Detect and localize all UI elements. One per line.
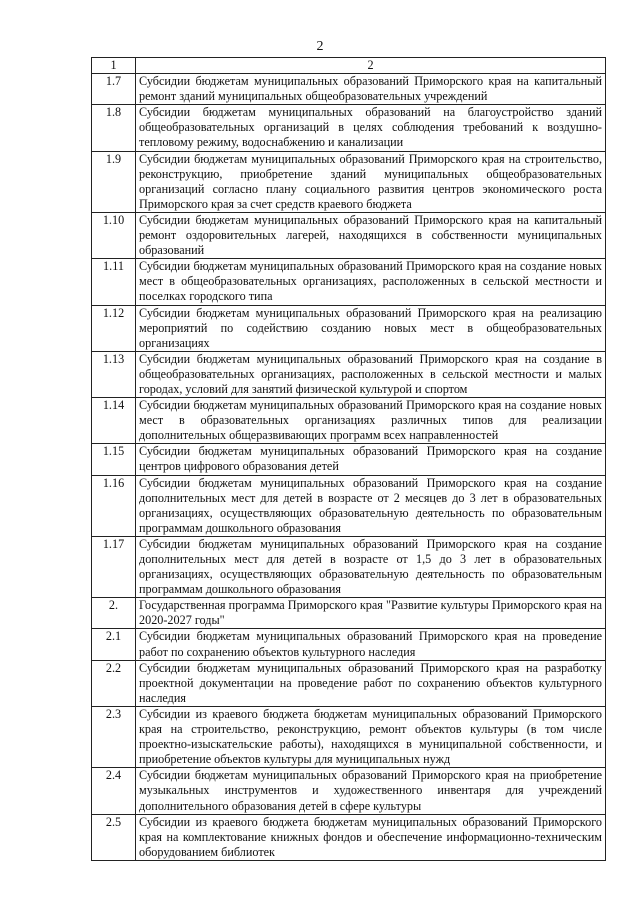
row-text: Субсидии бюджетам муниципальных образований Приморского края на создание дополнительных мест для детей в возрасте от 1,5 до 3 лет в образовательных организациях, осуществляющих образовательную деятельность по образовательным программам дошкольного образования [136,536,606,597]
table-row [92,536,606,597]
table-row [92,151,606,212]
table-row [92,660,606,706]
column-header-2: 2 [136,58,606,74]
row-text: Субсидии бюджетам муниципальных образований на благоустройство зданий общеобразовательных организаций в целях соблюдения требований к воздушно-тепловому режиму, водоснабжению и канализации [136,105,606,151]
table-body [92,74,606,861]
table-row [92,351,606,397]
table-row [92,444,606,475]
row-text: Субсидии из краевого бюджета бюджетам муниципальных образований Приморского края на комплектование книжных фондов и обеспечение информационно-техническим оборудованием библиотек [136,814,606,860]
row-text: Субсидии бюджетам муниципальных образований Приморского края на проведение работ по сохранению объектов культурного наследия [136,629,606,660]
row-number: 2.3 [92,706,136,767]
row-number: 2.5 [92,814,136,860]
table-row [92,398,606,444]
subsidies-table [91,57,606,861]
row-number: 1.14 [92,398,136,444]
table-row [92,706,606,767]
table-row [92,768,606,814]
row-number: 1.9 [92,151,136,212]
row-number: 1.13 [92,351,136,397]
row-text: Субсидии бюджетам муниципальных образований Приморского края на создание новых мест в общеобразовательных организациях, расположенных в сельской местности и поселках городского типа [136,259,606,305]
row-text: Государственная программа Приморского края "Развитие культуры Приморского края на 2020-2027 годы" [136,598,606,629]
row-number: 2.2 [92,660,136,706]
row-number: 1.8 [92,105,136,151]
row-text: Субсидии бюджетам муниципальных образований Приморского края на разработку проектной документации на проведение работ по сохранению объектов культурного наследия [136,660,606,706]
table-row [92,105,606,151]
row-number: 2.1 [92,629,136,660]
row-number: 1.16 [92,475,136,536]
row-number: 2.4 [92,768,136,814]
row-text: Субсидии бюджетам муниципальных образований Приморского края на создание новых мест в образовательных организациях различных типов для реализации дополнительных общеразвивающих программ всех направленностей [136,398,606,444]
row-text: Субсидии бюджетам муниципальных образований Приморского края на приобретение музыкальных инструментов и художественного инвентаря для учреждений дополнительного образования детей в сфере культуры [136,768,606,814]
row-text: Субсидии бюджетам муниципальных образований Приморского края на капитальный ремонт зданий муниципальных общеобразовательных учреждений [136,74,606,105]
column-header-1: 1 [92,58,136,74]
table-row [92,629,606,660]
row-number: 2. [92,598,136,629]
row-number: 1.17 [92,536,136,597]
table-row [92,598,606,629]
table-row [92,475,606,536]
row-text: Субсидии бюджетам муниципальных образований Приморского края на капитальный ремонт оздоровительных лагерей, находящихся в собственности муниципальных образований [136,212,606,258]
row-text: Субсидии бюджетам муниципальных образований Приморского края на создание в общеобразовательных организациях, расположенных в сельской местности и малых городах, условий для занятий физической культурой и спортом [136,351,606,397]
table-row [92,259,606,305]
table-row [92,814,606,860]
row-number: 1.10 [92,212,136,258]
table-row [92,212,606,258]
row-number: 1.15 [92,444,136,475]
row-number: 1.11 [92,259,136,305]
row-text: Субсидии из краевого бюджета бюджетам муниципальных образований Приморского края на строительство, реконструкцию, ремонт объектов культуры (в том числе проектно-изыскательские работы), находящихся в муниципальной собственности, и приобретение объектов культуры для муниципальных нужд [136,706,606,767]
table-header-row [92,58,606,74]
row-number: 1.7 [92,74,136,105]
row-text: Субсидии бюджетам муниципальных образований Приморского края на реализацию мероприятий по содействию созданию новых мест в общеобразовательных организациях [136,305,606,351]
row-number: 1.12 [92,305,136,351]
table-row [92,305,606,351]
page-number: 2 [316,39,324,54]
row-text: Субсидии бюджетам муниципальных образований Приморского края на создание дополнительных мест для детей в возрасте от 2 месяцев до 3 лет в образовательных организациях, осуществляющих образовательную деятельность по образовательным программам дошкольного образования [136,475,606,536]
table-row [92,74,606,105]
row-text: Субсидии бюджетам муниципальных образований Приморского края на создание центров цифрового образования детей [136,444,606,475]
row-text: Субсидии бюджетам муниципальных образований Приморского края на строительство, реконструкцию, приобретение зданий муниципальных общеобразовательных организаций согласно плану социального развития центров экономического роста Приморского края за счет средств краевого бюджета [136,151,606,212]
